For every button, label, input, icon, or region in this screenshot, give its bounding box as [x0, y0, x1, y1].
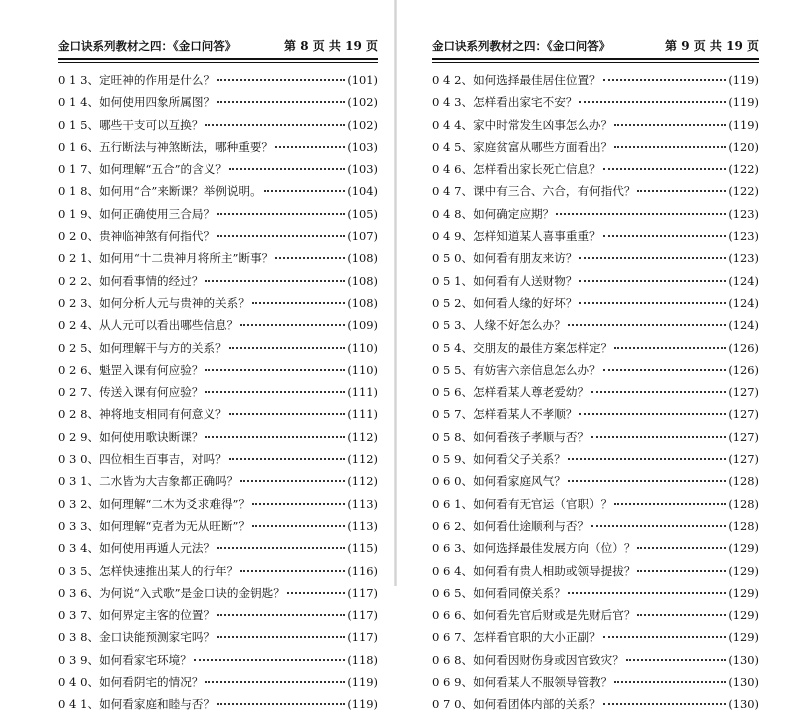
dot-leader — [217, 95, 345, 103]
dot-leader — [603, 229, 727, 237]
dot-leader — [568, 452, 727, 460]
dot-leader — [287, 586, 346, 594]
dot-leader — [252, 519, 345, 527]
dot-leader — [579, 251, 726, 259]
toc-entry-page: (108) — [347, 295, 378, 310]
toc-entry — [432, 337, 759, 359]
toc-entry-title: 0 4 5、家庭贫富从哪些方面看出？ — [432, 139, 613, 154]
toc-entry-page: (103) — [347, 139, 378, 154]
toc-entry-page: (123) — [728, 251, 759, 266]
dot-leader — [637, 541, 726, 549]
dot-leader — [217, 608, 345, 616]
toc-entry-page: (116) — [347, 563, 378, 578]
toc-entry — [432, 537, 759, 559]
toc-entry-page: (127) — [728, 452, 759, 467]
toc-entry-title: 0 1 3、定旺神的作用是什么？ — [58, 73, 216, 87]
toc-entry-title: 0 2 7、传送入课有何应验？ — [58, 385, 204, 400]
toc-entry-page: (101) — [347, 73, 378, 87]
toc-entry-page: (128) — [728, 496, 759, 511]
dot-leader — [568, 318, 727, 326]
toc-entry-page: (105) — [347, 206, 378, 221]
dot-leader — [229, 162, 345, 170]
dot-leader — [614, 118, 726, 126]
toc-entry-page: (122) — [728, 184, 759, 199]
toc-entry-title: 0 6 3、如何选择最佳发展方向（位）？ — [432, 541, 636, 556]
toc-entry-title: 0 4 1、如何看家庭和睦与否？ — [58, 697, 216, 712]
toc-list — [58, 69, 378, 716]
toc-entry-title: 0 2 4、从人元可以看出哪些信息？ — [58, 318, 239, 333]
toc-entry-page: (129) — [728, 608, 759, 623]
toc-entry-title: 0 2 1、如何用“十二贵神月将所主”断事？ — [58, 251, 274, 266]
toc-entry — [58, 91, 378, 113]
toc-entry-title: 0 3 9、如何看家宅环境？ — [58, 652, 192, 667]
toc-entry-page: (127) — [728, 407, 759, 422]
toc-entry — [58, 292, 378, 314]
dot-leader — [264, 184, 346, 192]
toc-entry-title: 0 4 7、课中有三合、六合，有何指代？ — [432, 184, 636, 199]
page-header — [432, 38, 759, 54]
toc-entry-page: (122) — [728, 162, 759, 177]
toc-entry — [432, 604, 759, 626]
toc-entry-page: (102) — [347, 117, 378, 132]
toc-entry-page: (103) — [347, 162, 378, 177]
toc-entry — [432, 91, 759, 113]
toc-entry-title: 0 3 8、金口诀能预测家宅吗？ — [58, 630, 216, 645]
toc-entry — [58, 114, 378, 136]
toc-entry — [432, 582, 759, 604]
toc-entry-title: 0 5 8、如何看孩子孝顺与否？ — [432, 429, 590, 444]
toc-entry — [58, 693, 378, 715]
toc-entry-page: (129) — [728, 585, 759, 600]
page-header — [58, 38, 378, 54]
dot-leader — [217, 73, 345, 81]
toc-entry — [58, 537, 378, 559]
toc-entry-page: (117) — [347, 630, 378, 645]
toc-entry-title: 0 6 9、如何看某人不服领导管教？ — [432, 675, 613, 690]
toc-entry — [432, 292, 759, 314]
toc-entry-page: (112) — [347, 452, 378, 467]
dot-leader — [579, 407, 726, 415]
toc-entry-title: 0 1 5、哪些干支可以互换？ — [58, 117, 204, 132]
toc-entry — [432, 403, 759, 425]
dot-leader — [252, 296, 346, 304]
toc-entry — [432, 515, 759, 537]
toc-entry — [58, 158, 378, 180]
dot-leader — [217, 229, 345, 237]
dot-leader — [591, 385, 726, 393]
toc-entry — [58, 403, 378, 425]
toc-entry — [432, 649, 759, 671]
toc-entry-title: 0 2 5、如何理解干与方的关系？ — [58, 340, 227, 355]
toc-entry-title: 0 6 5、如何看同僚关系？ — [432, 585, 566, 600]
toc-entry-title: 0 3 1、二水皆为大吉象都正确吗？ — [58, 474, 239, 489]
toc-entry-title: 0 6 8、如何看因财伤身或因官致灾？ — [432, 652, 624, 667]
dot-leader — [614, 140, 726, 148]
toc-entry-page: (127) — [728, 385, 759, 400]
toc-entry — [58, 649, 378, 671]
dot-leader — [240, 564, 345, 572]
dot-leader — [591, 519, 726, 527]
dot-leader — [229, 341, 346, 349]
toc-list — [432, 69, 759, 716]
dot-leader — [229, 407, 346, 415]
dot-leader — [217, 630, 345, 638]
toc-entry-page: (117) — [347, 585, 378, 600]
toc-entry — [58, 671, 378, 693]
toc-entry-page: (124) — [728, 273, 759, 288]
toc-entry-title: 0 3 6、为何说“入式歌”是金口诀的金钥匙？ — [58, 585, 285, 600]
dot-leader — [217, 697, 345, 705]
toc-entry-title: 0 6 2、如何看仕途顺利与否？ — [432, 518, 590, 533]
toc-entry-title: 0 7 0、如何看团体内部的关系？ — [432, 697, 601, 712]
toc-entry — [432, 114, 759, 136]
toc-entry-title: 0 6 4、如何看有贵人相助或领导提拔？ — [432, 563, 636, 578]
dot-leader — [205, 385, 345, 393]
toc-entry — [58, 626, 378, 648]
toc-entry-page: (119) — [728, 95, 759, 110]
toc-entry-title: 0 1 8、如何用“合”来断课？举例说明。 — [58, 184, 262, 199]
toc-entry-title: 0 5 7、怎样看某人不孝顺？ — [432, 407, 578, 422]
toc-entry-title: 0 4 0、如何看阴宅的情况？ — [58, 675, 204, 690]
toc-entry-page: (115) — [347, 541, 378, 556]
toc-entry — [58, 136, 378, 158]
toc-entry-title: 0 6 6、如何看先官后财或是先财后官？ — [432, 608, 636, 623]
toc-entry — [432, 270, 759, 292]
toc-entry-title: 0 1 4、如何使用四象所属图？ — [58, 95, 216, 110]
right-page — [396, 0, 793, 712]
toc-entry-title: 0 2 6、魁罡入课有何应验？ — [58, 362, 204, 377]
toc-entry — [58, 270, 378, 292]
dot-leader — [637, 184, 726, 192]
header-title: 金口诀系列教材之四：《金口问答》 — [58, 39, 237, 53]
toc-entry-page: (113) — [347, 496, 378, 511]
dot-leader — [275, 251, 345, 259]
dot-leader — [568, 586, 727, 594]
toc-entry — [432, 180, 759, 202]
toc-entry-page: (124) — [728, 318, 759, 333]
dot-leader — [252, 497, 345, 505]
toc-entry — [432, 381, 759, 403]
toc-entry-page: (123) — [728, 229, 759, 244]
dot-leader — [205, 363, 345, 371]
toc-entry-title: 0 1 9、如何正确使用三合局？ — [58, 206, 216, 221]
toc-entry — [58, 470, 378, 492]
toc-entry-page: (112) — [347, 429, 378, 444]
toc-entry-page: (124) — [728, 295, 759, 310]
toc-entry — [432, 671, 759, 693]
toc-entry — [58, 69, 378, 91]
toc-entry-page: (127) — [728, 429, 759, 444]
toc-entry-page: (130) — [728, 675, 759, 690]
dot-leader — [579, 296, 726, 304]
toc-entry-title: 0 4 6、怎样看出家长死亡信息？ — [432, 162, 601, 177]
dot-leader — [194, 653, 346, 661]
dot-leader — [205, 118, 345, 126]
dot-leader — [603, 73, 727, 81]
toc-entry-title: 0 2 0、贵神临神煞有何指代？ — [58, 229, 216, 244]
dot-leader — [626, 653, 727, 661]
toc-entry-page: (130) — [728, 652, 759, 667]
toc-entry-title: 0 1 7、如何理解“五合”的含义？ — [58, 162, 227, 177]
toc-entry-title: 0 5 4、交朋友的最佳方案怎样定？ — [432, 340, 613, 355]
toc-entry — [432, 247, 759, 269]
toc-entry-page: (130) — [728, 697, 759, 712]
dot-leader — [568, 474, 727, 482]
toc-entry-page: (111) — [347, 407, 378, 422]
dot-leader — [229, 452, 346, 460]
toc-entry-page: (111) — [347, 385, 378, 400]
toc-entry — [432, 203, 759, 225]
toc-entry — [58, 337, 378, 359]
toc-entry-page: (104) — [347, 184, 378, 199]
dot-leader — [614, 341, 726, 349]
toc-entry-title: 0 3 4、如何使用再遁人元法？ — [58, 541, 216, 556]
toc-entry — [58, 604, 378, 626]
toc-entry — [432, 448, 759, 470]
toc-entry-page: (119) — [347, 675, 378, 690]
dot-leader — [614, 497, 726, 505]
toc-entry — [58, 314, 378, 336]
toc-entry — [432, 626, 759, 648]
dot-leader — [603, 363, 727, 371]
toc-entry — [432, 359, 759, 381]
header-page-number: 第 9 页 共 19 页 — [665, 39, 759, 53]
toc-entry — [58, 426, 378, 448]
dot-leader — [240, 318, 345, 326]
toc-entry-page: (107) — [347, 229, 378, 244]
toc-entry-title: 0 4 9、怎样知道某人喜事重重？ — [432, 229, 601, 244]
toc-entry-page: (102) — [347, 95, 378, 110]
toc-entry-title: 0 2 2、如何看事情的经过？ — [58, 273, 204, 288]
toc-entry-title: 0 3 0、四位相生百事吉，对吗？ — [58, 452, 227, 467]
dot-leader — [275, 140, 345, 148]
toc-entry — [432, 69, 759, 91]
toc-entry-page: (118) — [347, 652, 378, 667]
toc-entry-title: 0 6 1、如何看有无官运（官职）？ — [432, 496, 613, 511]
toc-entry-page: (129) — [728, 630, 759, 645]
toc-entry-page: (110) — [347, 362, 378, 377]
toc-entry-title: 0 4 3、怎样看出家宅不安？ — [432, 95, 578, 110]
toc-entry-title: 0 5 1、如何看有人送财物？ — [432, 273, 578, 288]
dot-leader — [603, 162, 727, 170]
dot-leader — [637, 564, 726, 572]
header-page-number: 第 8 页 共 19 页 — [284, 39, 378, 53]
toc-entry — [58, 582, 378, 604]
toc-entry-page: (128) — [728, 518, 759, 533]
toc-entry-page: (110) — [347, 340, 378, 355]
dot-leader — [579, 95, 726, 103]
toc-entry-page: (112) — [347, 474, 378, 489]
dot-leader — [205, 430, 345, 438]
toc-entry-title: 0 5 5、有妨害六亲信息怎么办？ — [432, 362, 601, 377]
header-title: 金口诀系列教材之四：《金口问答》 — [432, 39, 611, 53]
toc-entry — [432, 426, 759, 448]
toc-entry-page: (129) — [728, 541, 759, 556]
toc-entry-title: 0 3 5、怎样快速推出某人的行年？ — [58, 563, 239, 578]
toc-entry-page: (120) — [728, 139, 759, 154]
toc-entry-title: 0 2 3、如何分析人元与贵神的关系？ — [58, 295, 250, 310]
toc-entry-page: (117) — [347, 608, 378, 623]
toc-entry-title: 0 1 6、五行断法与神煞断法，哪种重要？ — [58, 139, 274, 154]
toc-entry — [58, 247, 378, 269]
header-rule — [432, 58, 759, 63]
dot-leader — [614, 675, 726, 683]
toc-entry — [58, 359, 378, 381]
dot-leader — [205, 274, 345, 282]
dot-leader — [579, 274, 726, 282]
left-page — [0, 0, 396, 712]
toc-entry-title: 0 5 9、如何看父子关系？ — [432, 452, 566, 467]
dot-leader — [205, 675, 345, 683]
toc-entry-title: 0 4 2、如何选择最佳居住位置？ — [432, 73, 601, 87]
toc-entry — [432, 225, 759, 247]
dot-leader — [556, 207, 726, 215]
toc-entry-page: (119) — [728, 73, 759, 87]
toc-entry-page: (108) — [347, 251, 378, 266]
toc-entry — [58, 203, 378, 225]
toc-entry-page: (128) — [728, 474, 759, 489]
dot-leader — [637, 608, 726, 616]
dot-leader — [603, 630, 727, 638]
header-rule — [58, 58, 378, 63]
toc-entry — [58, 180, 378, 202]
toc-entry-page: (123) — [728, 206, 759, 221]
toc-entry-title: 0 5 6、怎样看某人尊老爱幼？ — [432, 385, 590, 400]
toc-entry — [432, 493, 759, 515]
toc-entry-title: 0 5 0、如何看有朋友来访？ — [432, 251, 578, 266]
toc-entry — [58, 493, 378, 515]
toc-entry-title: 0 5 2、如何看人缘的好坏？ — [432, 295, 578, 310]
toc-entry-page: (109) — [347, 318, 378, 333]
dot-leader — [217, 541, 345, 549]
toc-entry-title: 0 3 3、如何理解“克者为无从旺断”？ — [58, 518, 251, 533]
toc-entry — [432, 693, 759, 715]
toc-entry-title: 0 2 8、神将地支相同有何意义？ — [58, 407, 227, 422]
toc-entry-title: 0 6 0、如何看家庭风气？ — [432, 474, 566, 489]
toc-entry-page: (119) — [728, 117, 759, 132]
toc-entry-title: 0 2 9、如何使用歌诀断课？ — [58, 429, 204, 444]
dot-leader — [603, 697, 727, 705]
toc-entry — [58, 225, 378, 247]
toc-entry-title: 0 3 7、如何界定主客的位置？ — [58, 608, 216, 623]
toc-entry-page: (113) — [347, 518, 378, 533]
dot-leader — [217, 207, 345, 215]
toc-entry — [432, 470, 759, 492]
toc-entry — [58, 448, 378, 470]
toc-entry-page: (129) — [728, 563, 759, 578]
toc-entry-title: 0 3 2、如何理解“二木为爻求难得”？ — [58, 496, 251, 511]
toc-entry — [432, 136, 759, 158]
dot-leader — [240, 474, 345, 482]
toc-entry-title: 0 5 3、人缘不好怎么办？ — [432, 318, 566, 333]
toc-entry-page: (126) — [728, 340, 759, 355]
toc-entry — [432, 314, 759, 336]
toc-entry — [58, 381, 378, 403]
toc-entry-title: 0 4 8、如何确定应期？ — [432, 206, 555, 221]
toc-entry-title: 0 6 7、怎样看官职的大小正副？ — [432, 630, 601, 645]
toc-entry — [58, 515, 378, 537]
toc-entry-page: (126) — [728, 362, 759, 377]
dot-leader — [591, 430, 726, 438]
toc-entry-title: 0 4 4、家中时常发生凶事怎么办？ — [432, 117, 613, 132]
toc-entry — [432, 158, 759, 180]
toc-entry-page: (119) — [347, 697, 378, 712]
toc-entry — [58, 560, 378, 582]
toc-entry — [432, 560, 759, 582]
toc-entry-page: (108) — [347, 273, 378, 288]
